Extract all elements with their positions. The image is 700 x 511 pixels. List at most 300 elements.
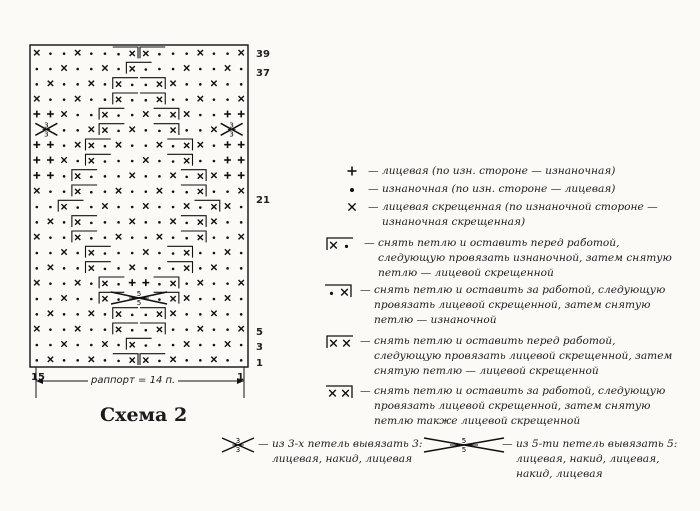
legend-cross-left-knit-icon [327,336,353,348]
twisted-stitch [198,96,203,101]
twisted-stitch [89,81,94,86]
cable-left-twisted [89,158,94,163]
purl-stitch [90,328,93,331]
twisted-stitch [34,50,39,55]
cable-left-purl [158,53,161,56]
purl-stitch [213,98,216,101]
purl-stitch [76,68,79,71]
knit-stitch [47,141,54,148]
cable-left-twisted [89,266,94,271]
twisted-stitch [61,249,66,254]
purl-stitch [172,236,175,239]
cable-right [140,323,165,334]
knit-stitch [238,141,245,148]
purl-stitch [158,206,161,209]
purl-stitch [199,129,202,132]
twisted-stitch [34,96,39,101]
legend-cross-left-knit-line2: следующую провязать лицевой скрещенной, затем [374,350,673,362]
cable-right [167,154,192,165]
purl-stitch [104,175,107,178]
purl-stitch [185,83,188,86]
purl-stitch [76,267,79,270]
cable-right-purl [172,145,175,148]
purl-stitch [131,190,134,193]
twisted-stitch [184,295,189,300]
legend-cable-twisted-icon [341,289,348,296]
twisted-stitch [198,50,203,55]
twisted-stitch [116,188,121,193]
purl-stitch [158,175,161,178]
cable-left-twisted [116,82,121,87]
cable-right [181,185,206,196]
cable-right-twisted [130,358,135,363]
cable-left [126,338,151,349]
cable-left [113,308,138,319]
knit-stitch [238,172,245,179]
chart-row [33,108,244,119]
twisted-stitch [61,111,66,116]
cable-right-twisted [170,281,175,286]
purl-stitch [117,68,120,71]
purl-stitch [36,359,39,362]
cable-right [167,139,192,150]
cross-count-bottom: 3 [229,130,234,139]
cross-count-bottom: 5 [461,446,467,454]
cable-right-purl [185,176,188,179]
purl-stitch [172,344,175,347]
knit-stitch [224,111,231,118]
cable-left-twisted [102,281,107,286]
cable-right-purl [117,53,120,56]
purl-stitch [36,206,39,209]
legend-five-line1: — из 5-ти петель вывязать 5: [502,438,678,450]
knit-stitch [238,157,245,164]
cable-left-twisted [116,327,121,332]
purl-stitch [117,206,120,209]
purl-stitch [145,175,148,178]
twisted-stitch [48,265,53,270]
purl-stitch [199,267,202,270]
purl-stitch [90,206,93,209]
cross-count-top: 5 [136,290,142,298]
purl-stitch [76,252,79,255]
purl-stitch [199,344,202,347]
purl-stitch [131,236,134,239]
twisted-stitch [170,81,175,86]
chart-row [34,323,244,334]
purl-stitch [145,190,148,193]
purl-stitch [226,282,229,285]
cable-left [72,185,97,196]
twisted-stitch [48,219,53,224]
purl-stitch [185,98,188,101]
cable-right-twisted [198,220,203,225]
legend-knit-text: — лицевая (по изн. стороне — изнаночная) [368,165,616,177]
cable-left-twisted [143,358,148,363]
legend-cable-twisted-icon [330,242,337,249]
purl-stitch [90,298,93,301]
chart-row [34,231,244,242]
knit-stitch [33,172,40,179]
cable-left [72,170,97,181]
purl-stitch [49,206,52,209]
cable-left-purl [90,222,93,225]
purl-stitch [90,344,93,347]
purl-stitch [117,175,120,178]
cable-right-twisted [184,158,189,163]
legend-cross-left-knit [360,334,690,379]
purl-stitch [158,344,161,347]
twisted-stitch [143,111,148,116]
purl-stitch [49,52,52,55]
purl-stitch [172,190,175,193]
purl-stitch [199,313,202,316]
purl-stitch [158,252,161,255]
purl-stitch [145,236,148,239]
twisted-stitch [75,280,80,285]
cable-left-purl [90,237,93,240]
purl-stitch [104,221,107,224]
cable-right-twisted [130,51,135,56]
purl-stitch [158,221,161,224]
chart-row [36,262,243,273]
purl-stitch [76,298,79,301]
purl-stitch [213,298,216,301]
twisted-stitch [184,341,189,346]
legend-cross-right-knit-line3: петлю также лицевой скрещенной [374,415,581,427]
chart-row [36,216,243,227]
cable-right-twisted [198,235,203,240]
legend-cross-right-purl-line3: петлю — изнаночной [374,314,497,326]
knit-stitch [129,279,136,286]
cross-count-bottom: 5 [136,299,142,307]
purl-stitch [104,236,107,239]
cable-right-purl [172,268,175,271]
cable-left-twisted [89,143,94,148]
knit-stitch [33,111,40,118]
purl-stitch [63,359,66,362]
purl-stitch [213,252,216,255]
twisted-stitch [48,311,53,316]
purl-stitch [49,190,52,193]
purl-stitch [36,221,39,224]
stitch-number-left: 15 [31,372,45,383]
purl-stitch [240,68,243,71]
cable-left-twisted [89,250,94,255]
purl-stitch [117,267,120,270]
purl-stitch [213,52,216,55]
twisted-stitch [75,326,80,331]
stitch-number-right: 1 [237,372,244,383]
twisted-stitch [61,157,66,162]
cable-left [58,200,83,211]
purl-stitch [213,328,216,331]
legend-five-stitches [502,437,677,482]
chart-row [34,47,244,58]
cable-right-twisted [198,174,203,179]
purl-stitch [240,313,243,316]
knit-stitch [33,141,40,148]
purl-stitch [76,359,79,362]
purl-stitch [185,359,188,362]
twisted-stitch [102,65,107,70]
purl-stitch [199,83,202,86]
cable-left-purl [90,176,93,179]
purl-stitch [213,68,216,71]
purl-stitch [172,206,175,209]
cable-left-purl [104,252,107,255]
purl-stitch [226,267,229,270]
row-number-3: 3 [256,342,263,353]
legend-dot-icon [350,188,354,192]
chart-row [34,277,244,288]
cable-left-purl [104,160,107,163]
twisted-stitch [170,219,175,224]
purl-stitch [36,252,39,255]
purl-stitch [63,328,66,331]
twisted-stitch [75,50,80,55]
twisted-stitch [211,219,216,224]
purl-stitch [90,282,93,285]
legend-cable-twisted-icon [330,340,337,347]
legend-cross-right-knit-line1: — снять петлю и оставить за работой, следующую [360,385,666,397]
purl-stitch [145,144,148,147]
cable-right-purl [172,252,175,255]
legend-three-line1: — из 3-х петель вывязать 3: [258,438,423,450]
legend-twisted-line2: изнаночная скрещенная) [382,216,526,228]
purl-stitch [226,190,229,193]
chart-row [34,185,244,196]
twisted-stitch [34,234,39,239]
cable-left-purl [131,314,134,317]
twisted-stitch [211,357,216,362]
purl-stitch [49,328,52,331]
cable-right-twisted [170,112,175,117]
twisted-stitch [75,96,80,101]
purl-stitch [226,328,229,331]
row-number-39: 39 [256,49,270,60]
twisted-stitch [184,65,189,70]
purl-stitch [63,52,66,55]
cable-right-twisted [170,128,175,133]
purl-stitch [213,144,216,147]
cable-left-purl [117,130,120,133]
twisted-stitch [225,341,230,346]
purl-stitch [49,236,52,239]
twisted-stitch [238,280,243,285]
purl-stitch [240,359,243,362]
cable-right-purl [172,160,175,163]
cable-right [140,93,165,104]
cross-count-top: 3 [44,121,49,130]
cable-right [113,354,138,365]
purl-stitch [63,282,66,285]
twisted-stitch [225,295,230,300]
cable-left [86,154,111,165]
legend-plus-icon [348,167,357,176]
purl-stitch [49,252,52,255]
row-number-37: 37 [256,68,270,79]
cable-left [126,62,151,73]
knit-stitch [238,111,245,118]
twisted-stitch [198,280,203,285]
purl-stitch [199,160,202,163]
purl-stitch [158,267,161,270]
chart-row [36,62,243,73]
purl-stitch [199,359,202,362]
cable-left-purl [158,360,161,363]
purl-stitch [158,160,161,163]
twisted-stitch [48,357,53,362]
cable-right [181,216,206,227]
legend-cross-right-knit [360,384,690,429]
twisted-stitch [184,111,189,116]
cable-left [113,78,138,89]
purl-stitch [240,83,243,86]
cable-right-twisted [170,296,175,301]
cable-right [154,124,179,135]
legend-three-stitches [258,437,422,467]
purl-stitch [226,313,229,316]
knit-stitch [224,141,231,148]
purl-stitch [213,282,216,285]
cable-right-twisted [198,189,203,194]
legend-cross-right-purl-icon [325,285,351,297]
cable-right-purl [117,360,120,363]
cable-right [195,200,220,211]
twisted-stitch [129,173,134,178]
purl-stitch [226,221,229,224]
purl-stitch [185,328,188,331]
purl-stitch [76,344,79,347]
cable-right [113,47,138,58]
cable-right-twisted [157,97,162,102]
cable-right [167,262,192,273]
purl-stitch [117,221,120,224]
cross-count-bottom: 3 [44,130,49,139]
purl-stitch [90,114,93,117]
twisted-stitch [116,142,121,147]
twisted-stitch [225,203,230,208]
purl-stitch [213,236,216,239]
purl-stitch [63,83,66,86]
chart-row [33,154,244,165]
legend-cross-right-knit-icon [326,386,352,398]
legend-twisted-line1: — лицевая скрещенная (по изнаночной стороне — [368,201,658,213]
twisted-stitch [34,280,39,285]
cable-left-purl [145,344,148,347]
cross-count-top: 5 [461,437,467,445]
purl-stitch [49,298,52,301]
twisted-stitch [211,311,216,316]
purl-stitch [104,83,107,86]
cable-right-purl [145,84,148,87]
legend-cross-right-purl [360,283,690,328]
legend-cable-purl-icon [330,292,333,295]
cable-left-purl [76,206,79,209]
purl-stitch [172,98,175,101]
twisted-stitch [61,341,66,346]
legend-cross-right-purl-line1: — снять петлю и оставить за работой, следующую [360,284,666,296]
cable-right [181,170,206,181]
cable-left-twisted [75,235,80,240]
knit-stitch [47,111,54,118]
cable-left-twisted [102,112,107,117]
purl-stitch [63,144,66,147]
cable-left-purl [117,283,120,286]
purl-stitch [131,252,134,255]
twisted-stitch [211,265,216,270]
cable-right-purl [145,329,148,332]
purl-stitch [49,98,52,101]
chart-row [33,170,244,181]
purl-stitch [104,328,107,331]
legend-cross-right-purl-line2: провязать лицевой скрещенной, затем снятую [374,299,651,311]
chart-row [36,246,243,257]
knit-stitch [224,172,231,179]
schema-title: Схема 2 [100,404,188,426]
legend-purl [368,182,698,197]
chart-grid [30,45,248,367]
cross-count-top: 3 [229,121,234,130]
cable-left [86,139,111,150]
cable-right [154,277,179,288]
purl-stitch [90,98,93,101]
purl-stitch [104,98,107,101]
purl-stitch [63,175,66,178]
chart-row [36,338,243,349]
cable-left-twisted [61,204,66,209]
legend-cable-purl-icon [345,245,348,248]
row-number-5: 5 [256,327,263,338]
cable-right-twisted [184,250,189,255]
purl-stitch [76,83,79,86]
twisted-stitch [143,203,148,208]
purl-stitch [213,160,216,163]
twisted-stitch [198,326,203,331]
legend-cross-right-knit-line2: провязать лицевой скрещенной, затем снятую [374,400,651,412]
twisted-stitch [211,173,216,178]
cable-right [154,108,179,119]
purl-stitch [36,344,39,347]
twisted-stitch [129,219,134,224]
legend-cable-twisted-icon [329,390,336,397]
cable-left [99,124,124,135]
cable-right-purl [158,298,161,301]
purl-stitch [226,98,229,101]
purl-stitch [226,359,229,362]
purl-stitch [172,328,175,331]
purl-stitch [226,52,229,55]
purl-stitch [36,298,39,301]
twisted-stitch [170,173,175,178]
cable-right [181,231,206,242]
purl-stitch [240,298,243,301]
purl-stitch [49,68,52,71]
purl-stitch [90,68,93,71]
purl-stitch [213,190,216,193]
cable-left-purl [104,268,107,271]
purl-stitch [145,129,148,132]
twisted-stitch [211,127,216,132]
twisted-stitch [75,142,80,147]
chart-row [34,93,244,104]
knit-stitch [224,157,231,164]
purl-stitch [36,83,39,86]
knit-stitch [33,157,40,164]
cable-left [72,216,97,227]
knit-stitch [47,157,54,164]
